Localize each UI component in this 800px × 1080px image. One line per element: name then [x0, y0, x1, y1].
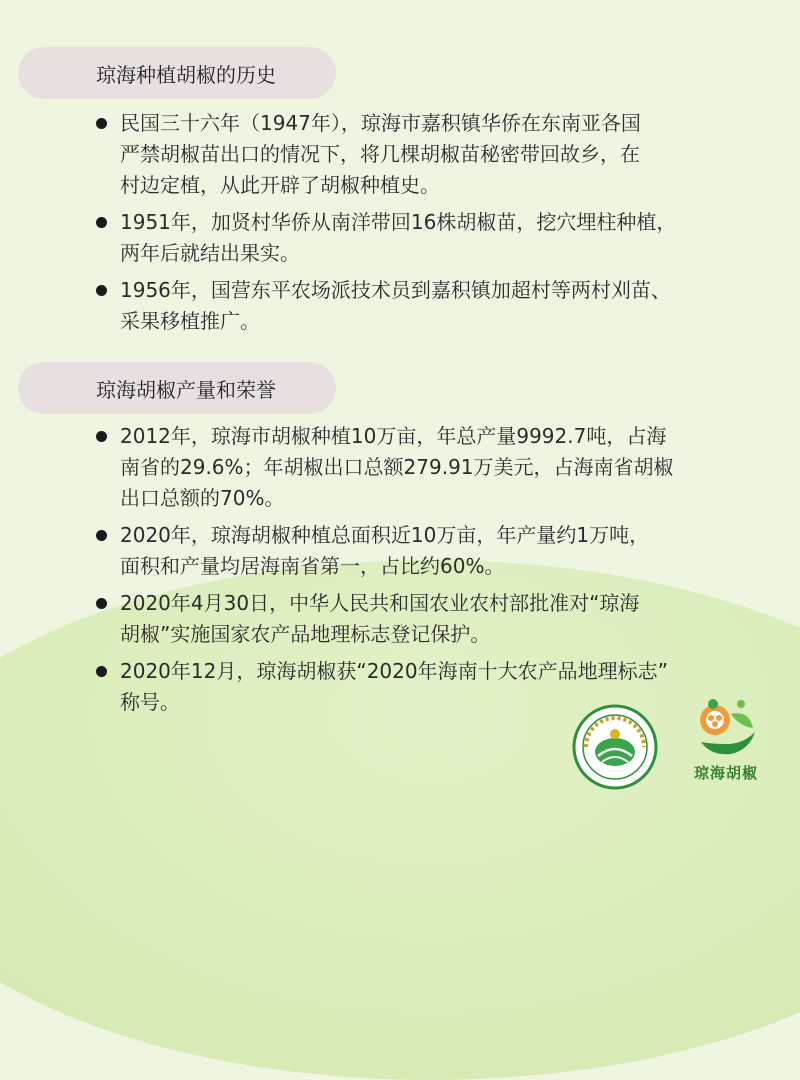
list-item-line: 出口总额的70%。 [120, 486, 285, 510]
list-item-line: 面积和产量均居海南省第一，占比约60%。 [120, 554, 505, 578]
qionghai-pepper-logo-icon [691, 694, 761, 760]
list-item [96, 275, 786, 337]
list-item-line: 采果移植推广。 [120, 309, 260, 333]
section-title-history-text: 琼海种植胡椒的历史 [96, 62, 276, 87]
brand-logo [682, 694, 770, 790]
list-item-line: 两年后就结出果实。 [120, 241, 300, 265]
list-item-line: 民国三十六年（1947年），琼海市嘉积镇华侨在东南亚各国 [120, 111, 641, 135]
section-title-history [18, 47, 336, 99]
list-item-line: 南省的29.6%；年胡椒出口总额279.91万美元，占海南省胡椒 [120, 455, 674, 479]
list-item-line: 胡椒”实施国家农产品地理标志登记保护。 [120, 622, 491, 646]
list-item-line: 2012年，琼海市胡椒种植10万亩，年总产量9992.7吨，占海 [120, 424, 667, 448]
list-item-line: 2020年12月，琼海胡椒获“2020年海南十大农产品地理标志” [120, 659, 668, 683]
bullet-dot [96, 598, 107, 609]
list-item [96, 207, 786, 269]
logo-group [572, 694, 770, 790]
geographical-indication-seal-icon [572, 704, 658, 790]
section-title-honor-text: 琼海胡椒产量和荣誉 [96, 377, 276, 402]
list-item-line: 2020年4月30日，中华人民共和国农业农村部批准对“琼海 [120, 591, 640, 615]
bullet-dot [96, 666, 107, 677]
list-item-line: 称号。 [120, 690, 180, 714]
bullet-dot [96, 118, 107, 129]
bullet-dot [96, 217, 107, 228]
bullet-dot [96, 530, 107, 541]
list-item-line: 2020年，琼海胡椒种植总面积近10万亩，年产量约1万吨， [120, 523, 650, 547]
list-item-line: 严禁胡椒苗出口的情况下，将几棵胡椒苗秘密带回故乡，在 [120, 142, 640, 166]
list-item-line: 1956年，国营东平农场派技术员到嘉积镇加超村等两村刈苗、 [120, 278, 671, 302]
list-item [96, 421, 786, 514]
list-item-line: 村边定植，从此开辟了胡椒种植史。 [120, 173, 440, 197]
list-item [96, 108, 786, 201]
bullet-dot [96, 285, 107, 296]
history-list [96, 108, 786, 343]
list-item-line: 1951年，加贤村华侨从南洋带回16株胡椒苗，挖穴埋柱种植， [120, 210, 677, 234]
section-title-honor [18, 362, 336, 414]
list-item [96, 588, 786, 650]
bullet-dot [96, 431, 107, 442]
brand-name: 琼海胡椒 [693, 764, 758, 782]
list-item [96, 520, 786, 582]
honor-list [96, 421, 786, 724]
